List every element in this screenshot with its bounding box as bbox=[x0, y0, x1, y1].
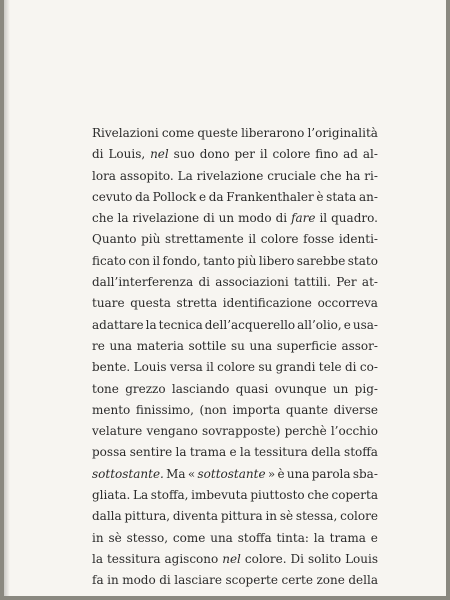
word: di bbox=[275, 211, 288, 226]
word: imbevuta bbox=[191, 488, 248, 503]
text-line bbox=[92, 229, 378, 250]
word: Louis, bbox=[108, 147, 146, 162]
text-line bbox=[92, 315, 378, 336]
word: nel bbox=[222, 551, 241, 566]
word: perchè bbox=[284, 424, 327, 439]
word: associazioni bbox=[215, 275, 289, 290]
word: adattare bbox=[92, 317, 144, 332]
word: sottile bbox=[188, 338, 227, 353]
word: al- bbox=[362, 147, 378, 162]
word: lasciare bbox=[174, 573, 222, 588]
word: pittura bbox=[220, 509, 263, 524]
body-text bbox=[92, 123, 378, 592]
word: su bbox=[258, 360, 273, 375]
word: il bbox=[259, 147, 268, 162]
word: » bbox=[267, 466, 276, 481]
word: fare bbox=[291, 211, 316, 226]
text-line bbox=[92, 272, 378, 293]
word: e bbox=[198, 189, 207, 204]
word: versa bbox=[169, 360, 203, 375]
word: possa bbox=[92, 445, 127, 460]
word: Louis bbox=[133, 360, 167, 375]
text-line bbox=[92, 400, 378, 421]
word: trama bbox=[189, 445, 227, 460]
word: ficato bbox=[92, 253, 126, 268]
word: della bbox=[348, 573, 378, 588]
page-edge-shadow bbox=[4, 0, 10, 596]
word: stretta bbox=[176, 296, 218, 311]
text-line bbox=[92, 336, 378, 357]
word: in bbox=[265, 509, 278, 524]
word: mento bbox=[92, 402, 131, 417]
text-line bbox=[92, 144, 378, 165]
word: una bbox=[249, 338, 273, 353]
word: tecnica bbox=[158, 317, 203, 332]
word: stoffa bbox=[237, 530, 272, 545]
word: ad bbox=[343, 147, 358, 162]
word: piuttosto bbox=[250, 488, 305, 503]
word: rivelazione bbox=[196, 168, 264, 183]
word: coperta bbox=[331, 488, 378, 503]
text-line bbox=[92, 464, 378, 485]
word: tattili. bbox=[293, 275, 331, 290]
word: fosse bbox=[303, 232, 335, 247]
word: superficie bbox=[276, 338, 337, 353]
word: assopito. bbox=[119, 168, 174, 183]
word: identi- bbox=[338, 232, 378, 247]
word: quante bbox=[285, 402, 329, 417]
text-line bbox=[92, 421, 378, 442]
word: scoperte bbox=[225, 573, 278, 588]
word: dell’acquerello bbox=[204, 317, 296, 332]
word: e bbox=[229, 445, 237, 460]
word: identificazione bbox=[222, 296, 312, 311]
word: stoffa bbox=[344, 445, 378, 460]
word: colore. bbox=[244, 551, 287, 566]
word: che bbox=[320, 168, 342, 183]
text-line bbox=[92, 293, 378, 314]
word: e bbox=[370, 530, 378, 545]
word: ri- bbox=[364, 168, 378, 183]
word: il bbox=[319, 211, 328, 226]
word: stata bbox=[326, 189, 357, 204]
word: con bbox=[128, 253, 151, 268]
word: stato bbox=[347, 253, 378, 268]
word: tessitura bbox=[254, 445, 308, 460]
word: da bbox=[208, 189, 224, 204]
word: è bbox=[316, 189, 324, 204]
word: la bbox=[313, 530, 325, 545]
word: l’occhio bbox=[330, 424, 378, 439]
text-line bbox=[92, 570, 378, 591]
word: colore bbox=[217, 360, 256, 375]
word: questa bbox=[130, 296, 171, 311]
word: Rivelazioni bbox=[92, 126, 159, 140]
word: più bbox=[237, 253, 257, 268]
word: pig- bbox=[354, 381, 378, 396]
word: solito bbox=[307, 551, 342, 566]
word: materia bbox=[136, 338, 184, 353]
word: parola bbox=[311, 466, 351, 481]
word: colore bbox=[340, 509, 378, 524]
word: liberarono bbox=[241, 126, 305, 140]
word: sarebbe bbox=[296, 253, 346, 268]
word: dalla bbox=[92, 509, 122, 524]
word: la bbox=[145, 317, 157, 332]
text-line bbox=[92, 528, 378, 549]
word: certe bbox=[281, 573, 313, 588]
text-line bbox=[92, 251, 378, 272]
word: la bbox=[175, 445, 187, 460]
word: lasciando bbox=[171, 381, 230, 396]
word: La bbox=[177, 168, 193, 183]
text-line bbox=[92, 123, 378, 144]
word: dono bbox=[199, 147, 230, 162]
word: Di bbox=[290, 551, 304, 566]
word: un bbox=[332, 381, 349, 396]
word: l’originalità bbox=[307, 126, 378, 140]
word: co- bbox=[359, 360, 378, 375]
word: una bbox=[210, 530, 233, 545]
word: trama bbox=[329, 530, 366, 545]
word: quadro. bbox=[331, 211, 378, 226]
word: sè bbox=[279, 509, 294, 524]
word: che bbox=[92, 211, 114, 226]
word: la bbox=[239, 445, 251, 460]
word: Quanto bbox=[92, 232, 137, 247]
word: e bbox=[343, 317, 351, 332]
word: come bbox=[172, 530, 206, 545]
word: stessa, bbox=[295, 509, 338, 524]
word: bente. bbox=[92, 360, 131, 375]
text-line bbox=[92, 379, 378, 400]
word: ha bbox=[345, 168, 361, 183]
word: di bbox=[203, 211, 215, 226]
word: finissimo, bbox=[135, 402, 194, 417]
word: come bbox=[161, 126, 195, 140]
word: all’olio, bbox=[297, 317, 342, 332]
word: Frankenthaler bbox=[226, 189, 314, 204]
word: La bbox=[132, 488, 149, 503]
word: il bbox=[152, 253, 161, 268]
word: colore bbox=[272, 147, 311, 162]
word: grezzo bbox=[125, 381, 166, 396]
word: rivelazione bbox=[132, 211, 200, 226]
word: usa- bbox=[352, 317, 378, 332]
word: che bbox=[307, 488, 329, 503]
word: fondo, bbox=[162, 253, 201, 268]
word: cruciale bbox=[267, 168, 317, 183]
text-line bbox=[92, 485, 378, 506]
word: lora bbox=[92, 168, 116, 183]
word: sottostante bbox=[197, 466, 266, 481]
word: re bbox=[92, 338, 105, 353]
text-line bbox=[92, 549, 378, 570]
word: Pollock bbox=[152, 189, 197, 204]
word: pittura, bbox=[124, 509, 171, 524]
word: sentire bbox=[129, 445, 173, 460]
word: colore bbox=[260, 232, 299, 247]
word: più bbox=[141, 232, 161, 247]
word: tessitura bbox=[106, 551, 161, 566]
word: la bbox=[117, 211, 129, 226]
book-page bbox=[4, 0, 446, 596]
word: per bbox=[234, 147, 255, 162]
word: di bbox=[198, 275, 210, 290]
word: agiscono bbox=[164, 551, 219, 566]
text-line bbox=[92, 187, 378, 208]
word: una bbox=[286, 466, 310, 481]
word: strettamente bbox=[165, 232, 244, 247]
word: sottostante. bbox=[92, 466, 164, 481]
text-line bbox=[92, 506, 378, 527]
word: stesso, bbox=[126, 530, 169, 545]
word: queste bbox=[197, 126, 238, 140]
text-line bbox=[92, 357, 378, 378]
word: ovunque bbox=[274, 381, 327, 396]
word: di bbox=[345, 360, 357, 375]
word: modo bbox=[238, 211, 272, 226]
word: vengano bbox=[146, 424, 198, 439]
word: an- bbox=[358, 189, 378, 204]
text-line bbox=[92, 208, 378, 229]
word: in bbox=[107, 573, 119, 588]
word: il bbox=[248, 232, 257, 247]
word: importa bbox=[232, 402, 281, 417]
word: modo bbox=[122, 573, 156, 588]
word: tuare bbox=[92, 296, 125, 311]
word: tanto bbox=[203, 253, 235, 268]
word: at- bbox=[361, 275, 378, 290]
word: cevuto bbox=[92, 189, 133, 204]
word: sovrapposte) bbox=[202, 424, 281, 439]
word: fino bbox=[315, 147, 339, 162]
word: diverse bbox=[333, 402, 378, 417]
word: libero bbox=[258, 253, 295, 268]
word: Ma bbox=[166, 466, 186, 481]
word: una bbox=[109, 338, 133, 353]
word: tone bbox=[92, 381, 119, 396]
word: « bbox=[187, 466, 196, 481]
word: diventa bbox=[172, 509, 219, 524]
word: della bbox=[311, 445, 341, 460]
word: è bbox=[277, 466, 285, 481]
word: stoffa, bbox=[150, 488, 189, 503]
word: grandi bbox=[275, 360, 316, 375]
word: in bbox=[92, 530, 104, 545]
word: dall’interferenza bbox=[92, 275, 194, 290]
word: fa bbox=[92, 573, 104, 588]
word: nel bbox=[150, 147, 169, 162]
word: tele bbox=[318, 360, 342, 375]
word: velature bbox=[92, 424, 143, 439]
text-line bbox=[92, 166, 378, 187]
word: zone bbox=[316, 573, 345, 588]
word: un bbox=[218, 211, 235, 226]
word: su bbox=[230, 338, 245, 353]
word: gliata. bbox=[92, 488, 131, 503]
word: di bbox=[159, 573, 171, 588]
word: quasi bbox=[235, 381, 269, 396]
word: tinta: bbox=[276, 530, 309, 545]
word: sè bbox=[108, 530, 122, 545]
word: assor- bbox=[341, 338, 378, 353]
word: la bbox=[92, 551, 103, 566]
word: Per bbox=[336, 275, 357, 290]
word: suo bbox=[173, 147, 195, 162]
word: di bbox=[92, 147, 104, 162]
word: da bbox=[135, 189, 150, 204]
word: il bbox=[206, 360, 214, 375]
text-line bbox=[92, 442, 378, 463]
word: sba- bbox=[352, 466, 378, 481]
word: occorreva bbox=[317, 296, 378, 311]
word: (non bbox=[199, 402, 227, 417]
word: Louis bbox=[345, 551, 378, 566]
